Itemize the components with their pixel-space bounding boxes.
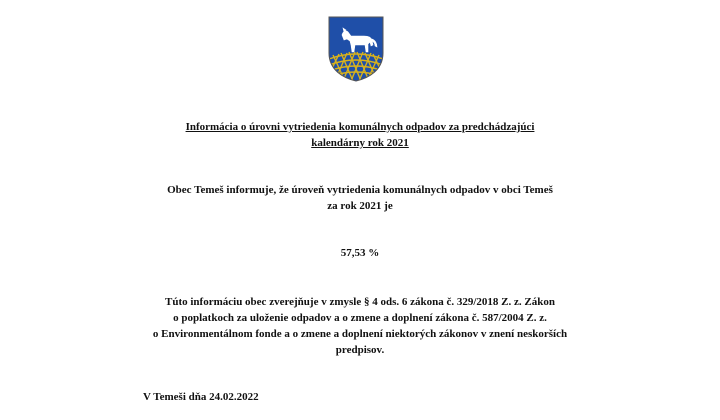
- heading-line-1: Informácia o úrovni vytriedenia komunálnych odpadov za predchádzajúci: [185, 121, 535, 133]
- coat-of-arms-icon: [327, 15, 385, 83]
- document-heading: [0, 119, 720, 151]
- legal-line-4: predpisov.: [335, 344, 385, 356]
- statement-line-1: Obec Temeš informuje, že úroveň vytriedenia komunálnych odpadov v obci Temeš: [167, 184, 553, 196]
- statement-line-2: za rok 2021 je: [327, 200, 393, 212]
- heading-line-2: kalendárny rok 2021: [311, 137, 409, 149]
- legal-line-3: o Environmentálnom fonde a o zmene a doplnení niektorých zákonov v znení neskorších: [152, 328, 568, 340]
- legal-line-2: o poplatkoch za uloženie odpadov a o zmene a doplnení zákona č. 587/2004 Z. z.: [173, 312, 547, 324]
- legal-basis-paragraph: [0, 294, 720, 358]
- place-and-date: V Temeši dňa 24.02.2022: [143, 391, 259, 403]
- legal-line-1: Túto informáciu obec zverejňuje v zmysle § 4 ods. 6 zákona č. 329/2018 Z. z. Zákon: [165, 296, 555, 308]
- statement-paragraph: [0, 182, 720, 214]
- sorting-rate-value: 57,53 %: [340, 247, 380, 259]
